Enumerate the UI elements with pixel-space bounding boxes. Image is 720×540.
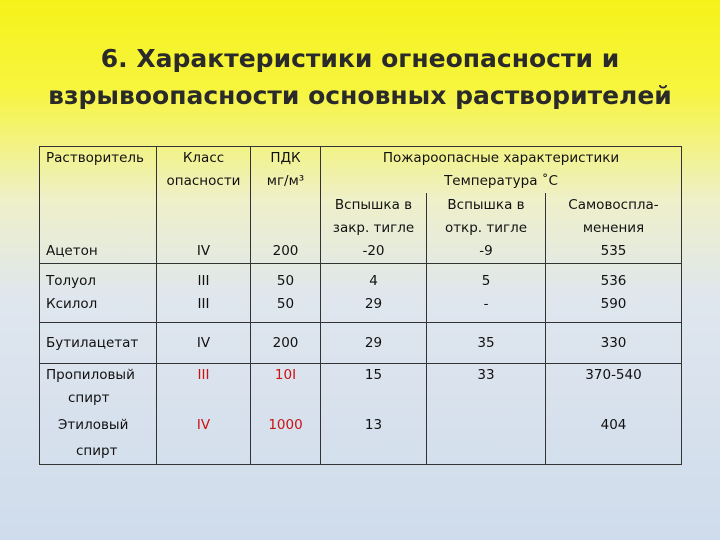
pdk-value: 1000: [251, 410, 321, 465]
pdk-value: 50: [251, 264, 321, 294]
solvent-name: Толуол: [40, 264, 157, 294]
hazard-class: III: [157, 264, 251, 294]
flash-closed: 29: [321, 293, 427, 323]
flash-open: 5: [427, 264, 546, 294]
hazard-class: IV: [157, 410, 251, 465]
flash-closed: 4: [321, 264, 427, 294]
hazard-class: III: [157, 293, 251, 323]
solvent-name: Пропиловый спирт: [40, 364, 157, 411]
header-self-ignition: Самовоспла-: [546, 193, 682, 217]
table-row-xylene: [40, 293, 682, 323]
header-fire: Пожароопасные характеристики: [321, 147, 682, 171]
flash-open: 35: [427, 323, 546, 364]
table-row-propyl-alcohol: [40, 364, 682, 411]
table-row-acetone: [40, 217, 682, 264]
table-row-ethyl-alcohol: [40, 410, 682, 465]
header-row-1: [40, 147, 682, 171]
solvent-name: Этиловый спирт: [40, 410, 157, 465]
self-ignition: 404: [546, 410, 682, 465]
pdk-value: 10I: [251, 364, 321, 411]
hazard-class: IV: [157, 217, 251, 264]
flash-open: 33: [427, 364, 546, 411]
header-temperature: Температура ˚С: [321, 170, 682, 193]
header-solvent: Растворитель: [40, 147, 157, 218]
table-row-butyl-acetate: [40, 323, 682, 364]
header-flash-open: Вспышка в: [427, 193, 546, 217]
solvent-name: Бутилацетат: [40, 323, 157, 364]
header-class: Класс опасности: [157, 147, 251, 218]
solvent-name: Ацетон: [40, 217, 157, 264]
flash-closed: 15: [321, 364, 427, 411]
solvent-name: Ксилол: [40, 293, 157, 323]
flash-closed: 29: [321, 323, 427, 364]
flash-open: -: [427, 293, 546, 323]
flash-open: откр. тигле -9: [427, 217, 546, 264]
header-pdk: ПДК мг/м³: [251, 147, 321, 218]
self-ignition: 370-540: [546, 364, 682, 411]
slide-title: [0, 40, 720, 114]
flash-closed: 13: [321, 410, 427, 465]
pdk-value: 200: [251, 323, 321, 364]
self-ignition: 330: [546, 323, 682, 364]
pdk-value: 50: [251, 293, 321, 323]
hazard-class: III: [157, 364, 251, 411]
flash-closed: закр. тигле -20: [321, 217, 427, 264]
pdk-value: 200: [251, 217, 321, 264]
title-line-1: 6. Характеристики огнеопасности и: [100, 44, 620, 73]
solvents-table: [39, 146, 682, 465]
flash-open: [427, 410, 546, 465]
hazard-class: IV: [157, 323, 251, 364]
self-ignition: 536: [546, 264, 682, 294]
header-flash-closed: Вспышка в: [321, 193, 427, 217]
self-ignition: 590: [546, 293, 682, 323]
table-row-toluene: [40, 264, 682, 294]
title-line-2: взрывоопасности основных растворителей: [48, 81, 672, 110]
self-ignition: менения 535: [546, 217, 682, 264]
